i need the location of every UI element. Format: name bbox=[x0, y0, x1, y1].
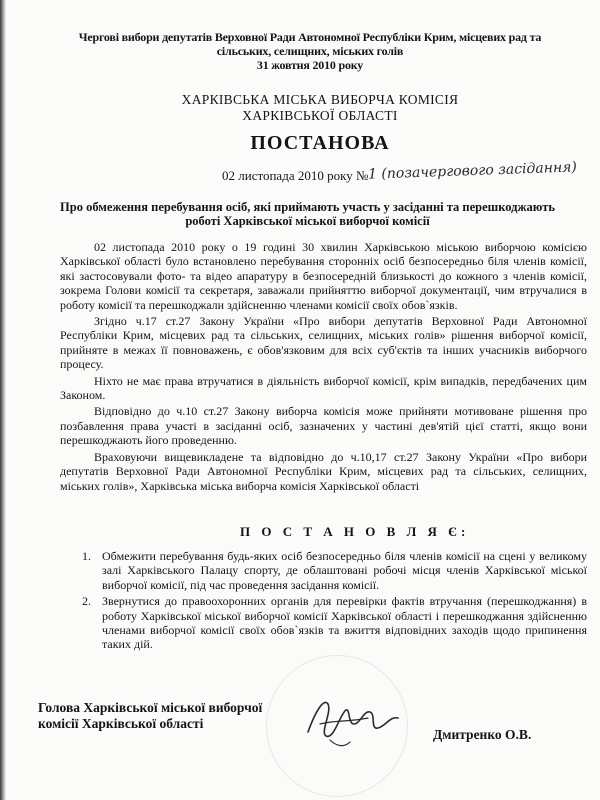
resolution-subject bbox=[30, 200, 585, 228]
commission-line-1: ХАРКІВСЬКА МІСЬКА ВИБОРЧА КОМІСІЯ bbox=[181, 92, 459, 107]
signatory-position bbox=[38, 700, 262, 732]
paragraph: Згідно ч.17 ст.27 Закону України «Про вибори депутатів Верховної Ради Автономної Республіки Крим, місцевих рад та сільських, селищних, міських голів» рішення виборчої комісії, прийняте в межах її повноважень, є обов'язковим для всіх суб'єктів та інших учасників виборчого процесу. bbox=[60, 314, 587, 372]
commission-line-2: ХАРКІВСЬКОЇ ОБЛАСТІ bbox=[242, 108, 398, 123]
signatory-name: Дмитренко О.В. bbox=[433, 727, 532, 742]
point-number: 1. bbox=[82, 549, 91, 563]
subject-line-2: роботі Харківської міської виборчої комісії bbox=[185, 214, 430, 228]
commission-name bbox=[120, 92, 520, 124]
point-text: Звернутися до правоохоронних органів для перевірки фактів втручання (перешкоджання) в роботу Харківської міської виборчої комісії Харківської області і перешкоджання здійсненню членами виборчої комісії своїх обов`язків та вжиття відповідних заходів щодо припинення таких дій. bbox=[102, 594, 587, 652]
subject-line-1: Про обмеження перебування осіб, які приймають участь у засіданні та перешкоджають bbox=[60, 200, 555, 214]
resolution-date-number: 02 листопада 2010 року № bbox=[222, 168, 369, 183]
scan-edge-shadow bbox=[0, 0, 6, 800]
election-header bbox=[30, 30, 590, 72]
paragraph: Враховуючи вищевикладене та відповідно до ч.10,17 ст.27 Закону України «Про вибори депутатів Верховної Ради Автономної Республіки Крим, місцевих рад та сільських, селищних, міських голів», Харківська міська виборча комісія Харківської області bbox=[60, 449, 587, 493]
resolution-point bbox=[82, 549, 587, 592]
election-date: 31 жовтня 2010 року bbox=[256, 58, 364, 72]
resolves-heading: П О С Т А Н О В Л Я Є: bbox=[240, 524, 470, 539]
resolution-body bbox=[60, 240, 587, 495]
resolution-points bbox=[82, 549, 587, 654]
election-line-1: Чергові вибори депутатів Верховної Ради Автономної Республіки Крим, місцевих рад та bbox=[78, 30, 542, 44]
point-number: 2. bbox=[82, 594, 91, 609]
paragraph: 02 листопада 2010 року о 19 годині 30 хвилин Харківською міською виборчою комісією Харківської області було встановлено перебування сторонніх осіб безпосередньо біля членів комісії, які застосовували фото- та відео апаратуру в безпосередній близькості до кожного з членів комісії, зокрема Голови комісії та секретаря, заважали прийняттю виборчої документації, чим втручалися в роботу комісії та перешкоджали здійсненню членами комісії своїх обов`язків. bbox=[60, 240, 587, 312]
paragraph: Відповідно до ч.10 ст.27 Закону виборча комісія може прийняти мотивоване рішення про позбавлення права участі в засіданні осіб, зазначених у частині дев'ятій цієї статті, якщо вони перешкоджають його проведенню. bbox=[60, 404, 587, 448]
point-text: Обмежити перебування будь-яких осіб безпосередньо біля членів комісії на сцені у великому залі Харківського Палацу спорту, де облаштовані робочі місця членів Харківської міської виборчої комісії, під час проведення засідання комісії. bbox=[102, 549, 587, 592]
resolution-point bbox=[82, 594, 587, 652]
signatory-position-line-2: комісії Харківської області bbox=[38, 716, 204, 731]
handwritten-resolution-number: 1 (позачергового засідання) bbox=[367, 159, 578, 183]
handwritten-signature bbox=[290, 680, 410, 760]
document-title: ПОСТАНОВА bbox=[250, 132, 390, 154]
election-line-2: сільських, селищних, міських голів bbox=[216, 44, 404, 58]
signatory-position-line-1: Голова Харківської міської виборчої bbox=[38, 700, 263, 715]
paragraph: Ніхто не має права втручатися в діяльність виборчої комісії, крім випадків, передбачених цим Законом. bbox=[60, 373, 587, 403]
